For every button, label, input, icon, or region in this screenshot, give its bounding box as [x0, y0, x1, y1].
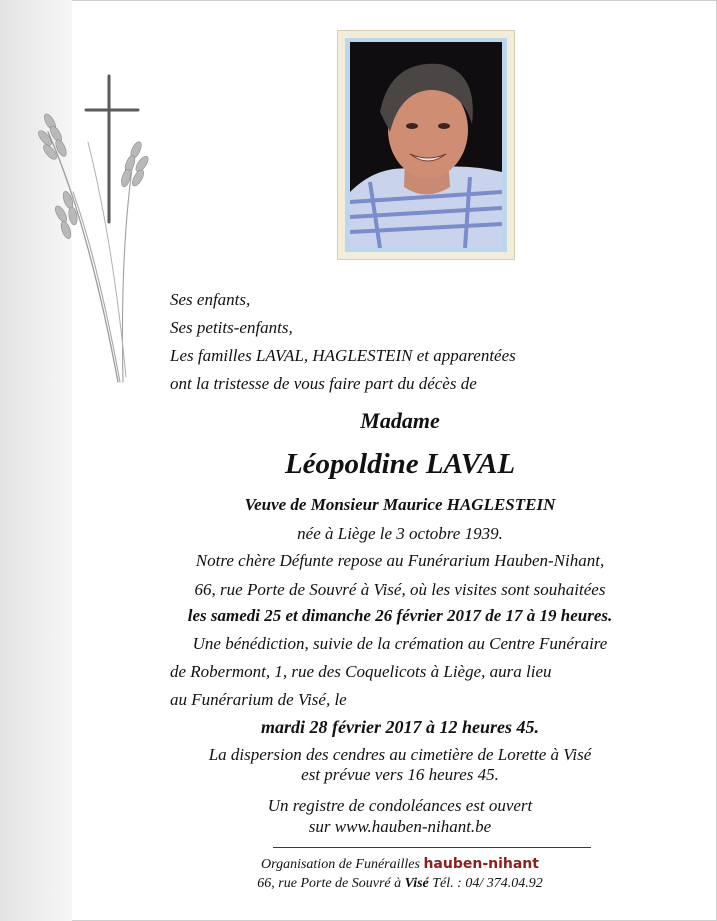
register-line: Un registre de condoléances est ouvert: [267, 796, 533, 815]
brand-name: hauben-nihant: [423, 856, 539, 872]
footer-separator: [273, 847, 591, 848]
deceased-name: Léopoldine LAVAL: [284, 448, 516, 480]
ceremony-line: de Robermont, 1, rue des Coquelicots à Liège, aura lieu: [170, 662, 552, 681]
portrait-photo: [350, 42, 502, 248]
footer-address: [120, 875, 680, 893]
ceremony-line: Une bénédiction, suivie de la crémation au Centre Funéraire: [192, 634, 608, 653]
register-line: sur www.hauben-nihant.be: [308, 817, 492, 836]
family-line: Les familles LAVAL, HAGLESTEIN et apparentées: [170, 346, 516, 365]
birth-line: née à Liège le 3 octobre 1939.: [297, 524, 503, 543]
address-city: Visé: [404, 876, 429, 891]
rest-line: Notre chère Défunte repose au Funérarium Hauben-Nihant,: [195, 551, 605, 570]
portrait-frame: [337, 30, 515, 260]
address-prefix: 66, rue Porte de Souvré à: [257, 876, 402, 891]
footer-organisation: [120, 855, 680, 874]
honorific: Madame: [360, 408, 440, 433]
cross-with-wheat-icon: [28, 72, 158, 392]
ceremony-line: au Funérarium de Visé, le: [170, 690, 347, 709]
family-line: Ses enfants,: [170, 290, 251, 309]
visiting-hours: les samedi 25 et dimanche 26 février 2017 de 17 à 19 heures.: [187, 606, 613, 625]
ashes-line: La dispersion des cendres au cimetière de Lorette à Visé: [208, 745, 592, 764]
portrait-mat: [345, 38, 507, 252]
family-line: Ses petits-enfants,: [170, 318, 293, 337]
org-prefix: Organisation de Funérailles: [261, 857, 420, 872]
ceremony-date: mardi 28 février 2017 à 12 heures 45.: [261, 717, 539, 737]
phone: Tél. : 04/ 374.04.92: [432, 876, 543, 891]
rest-line: 66, rue Porte de Souvré à Visé, où les visites sont souhaitées: [194, 580, 606, 599]
ashes-line: est prévue vers 16 heures 45.: [301, 765, 499, 784]
family-line: ont la tristesse de vous faire part du décès de: [170, 374, 477, 393]
widow-of-line: Veuve de Monsieur Maurice HAGLESTEIN: [244, 495, 556, 514]
